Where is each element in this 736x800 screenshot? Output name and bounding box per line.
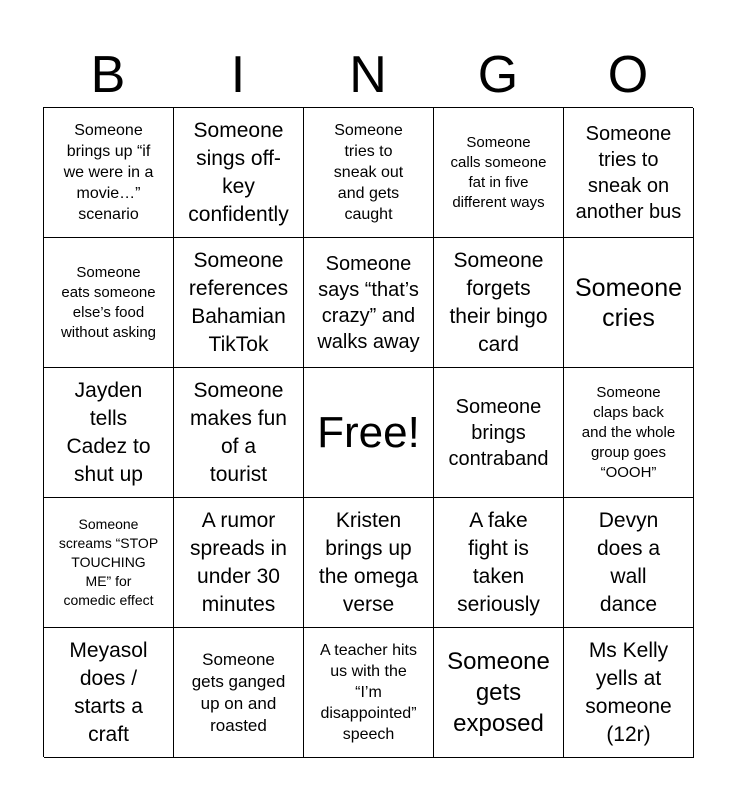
cell-text: Someone sings off- key confidently xyxy=(188,118,289,226)
bingo-cell-r1c3 xyxy=(304,108,434,238)
cell-text: Someone tries to sneak out and gets caught xyxy=(333,122,404,223)
header-letter-n: N xyxy=(349,46,387,104)
bingo-cell-r3c2 xyxy=(174,368,304,498)
cell-text: Someone forgets their bingo card xyxy=(449,248,548,356)
bingo-cell-r5c5 xyxy=(564,628,694,758)
bingo-cell-r2c1 xyxy=(44,238,174,368)
cell-text: Devyn does a wall dance xyxy=(596,508,661,616)
cell-text: Someone claps back and the whole group goes “OOOH” xyxy=(581,383,676,481)
bingo-cell-r3c5 xyxy=(564,368,694,498)
cell-text: Someone gets ganged up on and roasted xyxy=(191,649,286,735)
header-letter-b: B xyxy=(90,46,126,104)
cell-text: Someone brings contraband xyxy=(448,395,549,470)
cell-text: Someone references Bahamian TikTok xyxy=(188,248,289,356)
free-space-text: Free! xyxy=(317,407,420,457)
cell-text: Someone makes fun of a tourist xyxy=(190,378,287,486)
bingo-cell-r5c4 xyxy=(434,628,564,758)
bingo-cell-r1c1 xyxy=(44,108,174,238)
bingo-cell-r2c5 xyxy=(564,238,694,368)
cell-text: Someone says “that’s crazy” and walks away xyxy=(317,252,420,353)
bingo-cell-r4c1 xyxy=(44,498,174,628)
cell-text: Someone gets exposed xyxy=(447,648,550,737)
bingo-cell-r5c3 xyxy=(304,628,434,758)
bingo-cell-r3c1 xyxy=(44,368,174,498)
bingo-board xyxy=(43,107,693,757)
bingo-cell-r4c5 xyxy=(564,498,694,628)
bingo-cell-r4c4 xyxy=(434,498,564,628)
cell-text: Kristen brings up the omega verse xyxy=(318,508,419,616)
bingo-cell-r5c1 xyxy=(44,628,174,758)
cell-text: A teacher hits us with the “I’m disappointed” speech xyxy=(320,642,417,743)
cell-text: Someone screams “STOP TOUCHING ME” for comedic effect xyxy=(58,516,159,608)
bingo-cell-r2c3 xyxy=(304,238,434,368)
cell-text: Someone brings up “if we were in a movie…” scenario xyxy=(63,122,154,223)
bingo-cell-r2c2 xyxy=(174,238,304,368)
cell-text: Ms Kelly yells at someone (12r) xyxy=(585,638,672,746)
cell-text: Someone tries to sneak on another bus xyxy=(575,122,682,223)
bingo-cell-r1c4 xyxy=(434,108,564,238)
cell-text: Jayden tells Cadez to shut up xyxy=(66,378,151,486)
cell-text: A fake fight is taken seriously xyxy=(457,508,540,616)
bingo-cell-r4c3 xyxy=(304,498,434,628)
bingo-header xyxy=(43,42,693,108)
header-letter-g: G xyxy=(477,46,519,104)
cell-text: Someone calls someone fat in five different ways xyxy=(450,133,547,211)
bingo-cell-r3c4 xyxy=(434,368,564,498)
bingo-cell-r5c2 xyxy=(174,628,304,758)
cell-text: Someone eats someone else’s food without asking xyxy=(60,263,157,341)
cell-text: Meyasol does / starts a craft xyxy=(69,638,148,746)
cell-text: A rumor spreads in under 30 minutes xyxy=(190,508,287,616)
header-letter-o: O xyxy=(607,46,649,104)
bingo-cell-r2c4 xyxy=(434,238,564,368)
header-letter-i: I xyxy=(230,46,246,104)
bingo-cell-r1c2 xyxy=(174,108,304,238)
bingo-cell-r3c3-free xyxy=(304,368,434,498)
bingo-cell-r4c2 xyxy=(174,498,304,628)
bingo-cell-r1c5 xyxy=(564,108,694,238)
cell-text: Someone cries xyxy=(574,273,683,332)
